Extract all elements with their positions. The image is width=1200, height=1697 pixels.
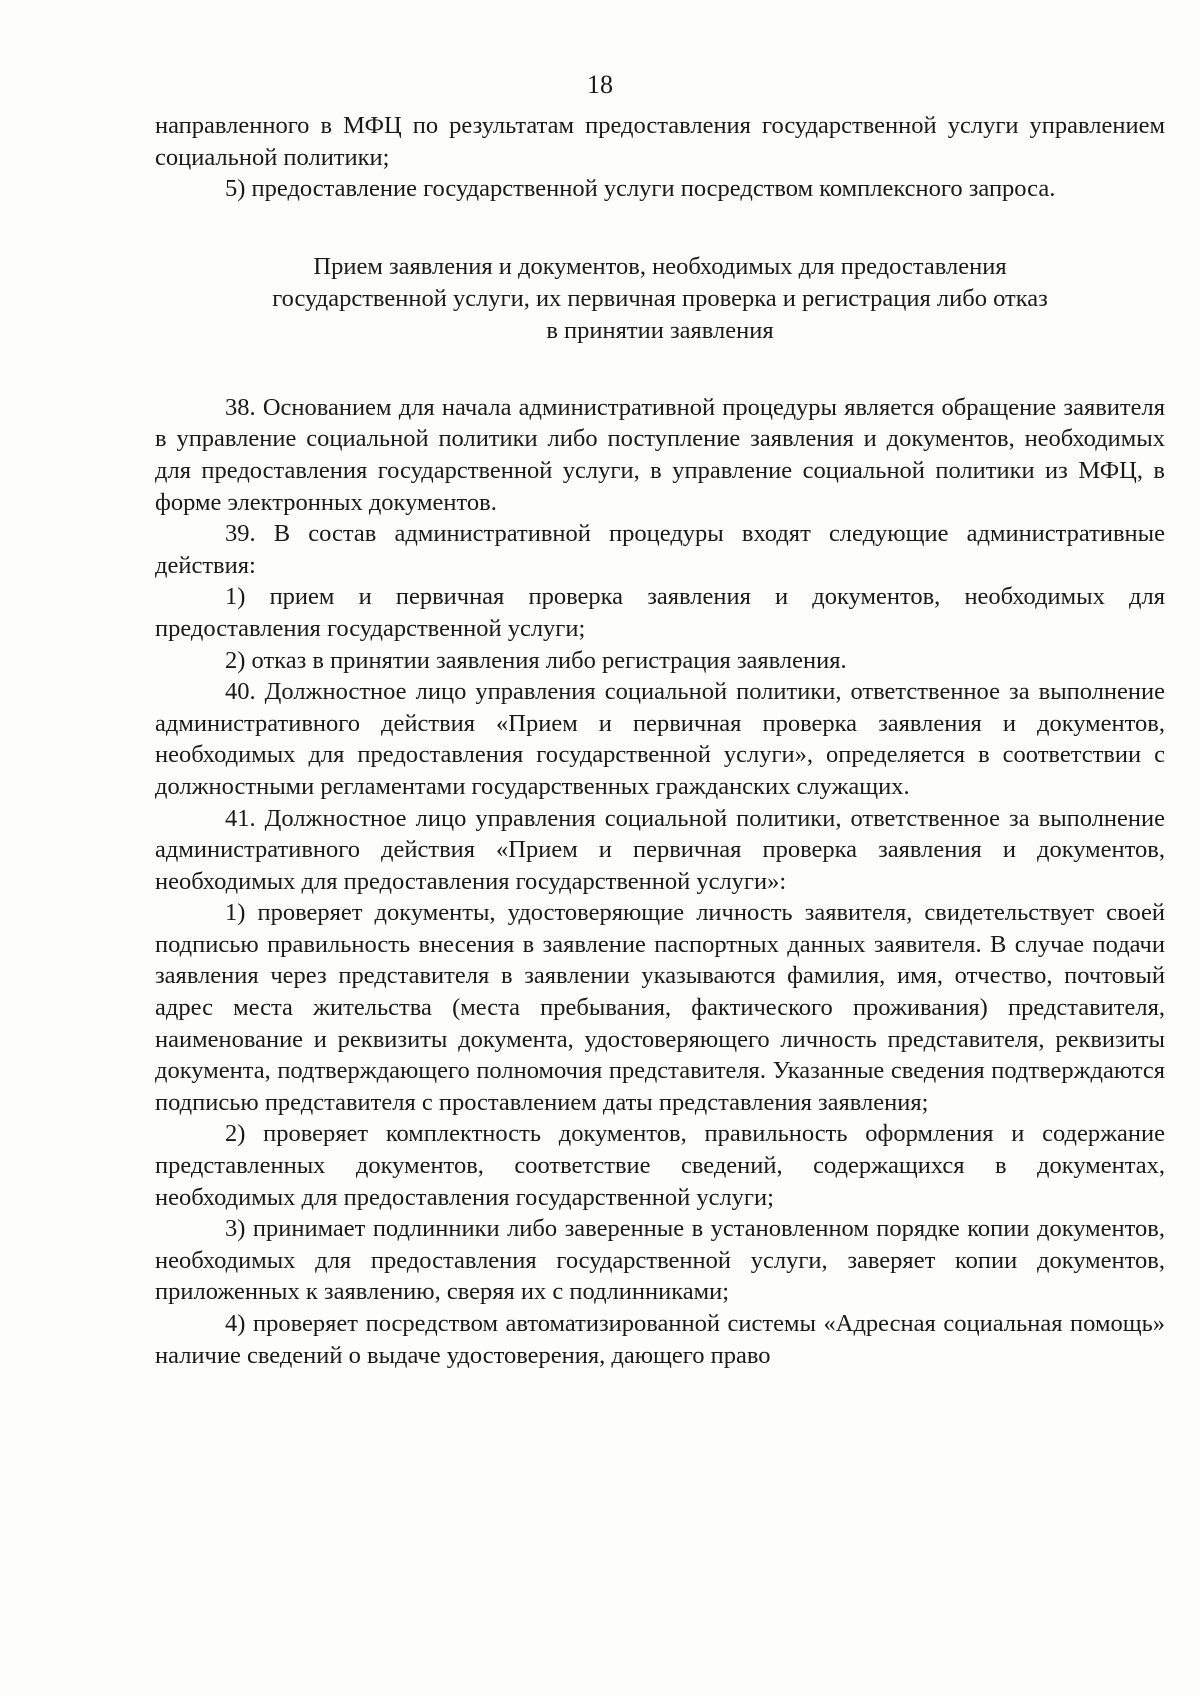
section-heading-line: Прием заявления и документов, необходимых для предоставления [313,252,1007,280]
page-number: 18 [587,70,613,99]
paragraph-41-item-1: 1) проверяет документы, удостоверяющие личность заявителя, свидетельствует своей подписью правильность внесения в заявление паспортных данных заявителя. В случае подачи заявления через представителя в заявлении указываются фамилия, имя, отчество, почтовый адрес места жительства (места пребывания, фактического проживания) представителя, наименование и реквизиты документа, удостоверяющего личность представителя, реквизиты документа, подтверждающего полномочия представителя. Указанные сведения подтверждаются подписью представителя с проставлением даты представления заявления; [155,899,1165,1116]
document-body [155,110,1165,1371]
paragraph-item-5: 5) предоставление государственной услуги посредством комплексного запроса. [225,175,1056,203]
paragraph-39-item-2: 2) отказ в принятии заявления либо регистрация заявления. [225,646,847,674]
paragraph-41-item-4: 4) проверяет посредством автоматизированной системы «Адресная социальная помощь» наличие сведений о выдаче удостоверения, дающего право [155,1310,1165,1369]
paragraph-41-item-3: 3) принимает подлинники либо заверенные в установленном порядке копии документов, необходимых для предоставления государственной услуги, заверяет копии документов, приложенных к заявлению, сверяя их с подлинниками; [155,1215,1165,1306]
section-heading-line: государственной услуги, их первичная проверка и регистрация либо отказ [272,284,1048,312]
paragraph-38: 38. Основанием для начала административной процедуры является обращение заявителя в управление социальной политики либо поступление заявления и документов, необходимых для предоставления государственной услуги, в управление социальной политики из МФЦ, в форме электронных документов. [155,393,1165,516]
paragraph-continuation: направленного в МФЦ по результатам предоставления государственной услуги управлением социальной политики; [155,112,1165,171]
paragraph-41: 41. Должностное лицо управления социальной политики, ответственное за выполнение административного действия «Прием и первичная проверка заявления и документов, необходимых для предоставления государственной услуги»: [155,804,1165,895]
section-heading-line: в принятии заявления [546,316,774,344]
paragraph-41-item-2: 2) проверяет комплектность документов, правильность оформления и содержание представленных документов, соответствие сведений, содержащихся в документах, необходимых для предоставления государственной услуги; [155,1120,1165,1211]
paragraph-39: 39. В состав административной процедуры входят следующие административные действия: [155,520,1165,579]
paragraph-39-item-1: 1) прием и первичная проверка заявления и документов, необходимых для предоставления государственной услуги; [155,583,1165,642]
paragraph-40: 40. Должностное лицо управления социальной политики, ответственное за выполнение административного действия «Прием и первичная проверка заявления и документов, необходимых для предоставления государственной услуги», определяется в соответствии с должностными регламентами государственных гражданских служащих. [155,678,1165,800]
section-heading [155,251,1165,347]
